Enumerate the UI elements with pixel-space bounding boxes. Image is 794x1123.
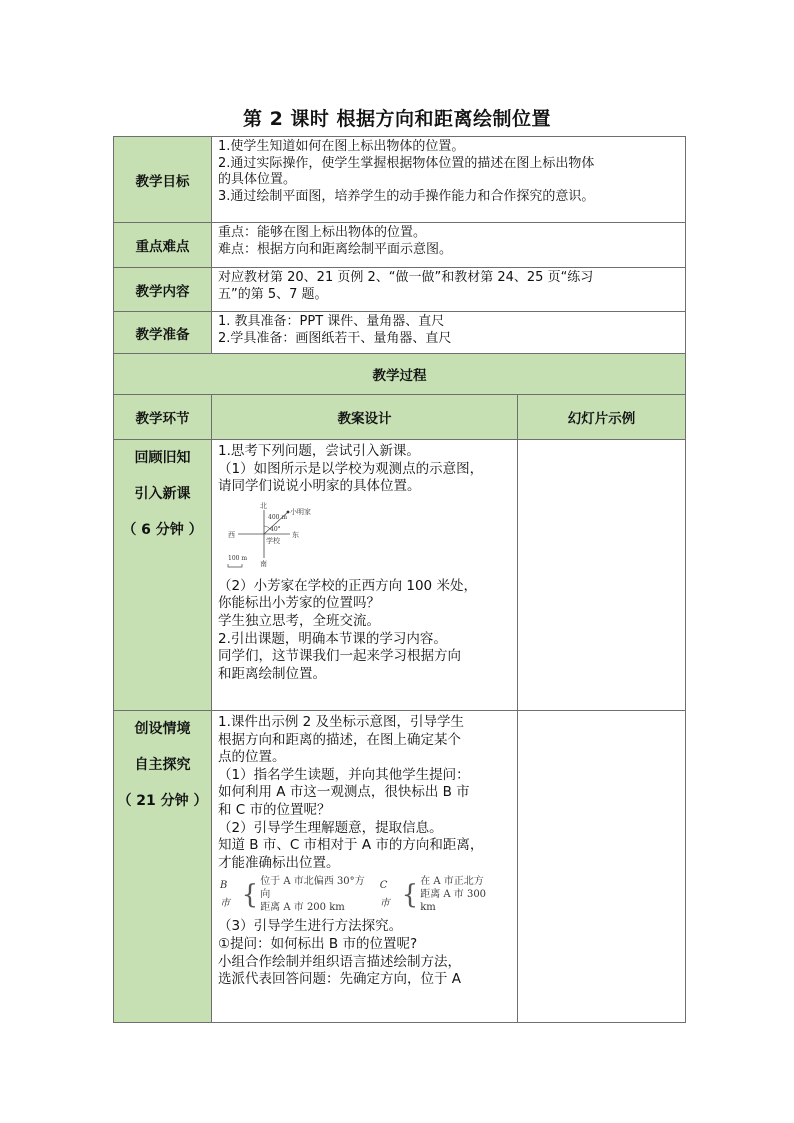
section-review-slides: [518, 440, 686, 711]
col-header-slides: 幻灯片示例: [518, 395, 686, 440]
design-line: （1）如图所示是以学校为观测点的示意图，: [218, 460, 484, 477]
b-city-line: 位于 A 市北偏西 30°方向: [260, 876, 365, 901]
distance-label: 400 m: [268, 513, 288, 521]
goal-line: 1.使学生知道如何在图上标出物体的位置。: [218, 139, 465, 154]
south-label: 南: [260, 559, 267, 568]
teaching-prep-text: [212, 312, 686, 354]
scale-bar: [228, 564, 242, 567]
key-points-label: 重点难点: [114, 223, 212, 268]
section-review-design: [212, 440, 518, 711]
section-label-line: 回顾旧知: [134, 450, 191, 466]
lesson-plan-table: [113, 136, 686, 1023]
design-line: 1.思考下列问题，尝试引入新课。: [218, 443, 420, 459]
design-line: 同学们，这节课我们一起来学习根据方向: [218, 648, 461, 665]
section-label-line: 引入新课: [134, 486, 191, 502]
design-line: 你能标出小芳家的位置吗？: [218, 595, 380, 612]
angle-label: 40°: [270, 525, 281, 533]
goal-line: 2.通过实际操作，使学生掌握根据物体位置的描述在图上标出物体: [218, 155, 595, 171]
row-teaching-prep: [114, 312, 686, 354]
teaching-goal-label: 教学目标: [114, 137, 212, 223]
west-label: 西: [228, 530, 235, 539]
design-line: （2）小芳家在学校的正西方向 100 米处，: [218, 577, 477, 594]
b-city-label: B 市: [220, 880, 230, 909]
goal-line: 3.通过绘制平面图，培养学生的动手操作能力和合作探究的意识。: [218, 188, 595, 204]
north-label: 北: [260, 501, 267, 510]
design-line: 2.引出课题，明确本节课的学习内容。: [218, 630, 447, 647]
content-line: 对应教材第 20、21 页例 2、“做一做”和教材第 24、25 页“练习: [218, 270, 594, 285]
design-line: 如何利用 A 市这一观测点，很快标出 B 市: [218, 784, 470, 801]
section-review-label: [114, 440, 212, 711]
design-line: ①提问：如何标出 B 市的位置呢?: [218, 935, 418, 952]
design-line: 选派代表回答问题：先确定方向，位于 A: [218, 971, 462, 988]
section-explore-design: [212, 711, 518, 1023]
row-key-points: [114, 223, 686, 268]
key-points-text: [212, 223, 686, 268]
design-line: 学生独立思考，全班交流。: [218, 612, 380, 629]
c-city-line: 距离 A 市 300 km: [420, 889, 487, 914]
design-line: 根据方向和距离的描述，在图上确定某个: [218, 731, 461, 748]
row-column-headers: [114, 395, 686, 440]
prep-line: 2.学具准备：画图纸若干、量角器、直尺: [218, 330, 452, 346]
teaching-goal-text: [212, 137, 686, 223]
design-line: 知道 B 市、C 市相对于 A 市的方向和距离，: [218, 837, 484, 854]
brace-icon: {: [401, 879, 419, 910]
page-title: 第 2 课时 根据方向和距离绘制位置: [242, 108, 552, 130]
c-city-line: 在 A 市正北方: [420, 876, 484, 888]
row-section-review: [114, 440, 686, 711]
design-line: （1）指名学生读题，并向其他学生提问：: [218, 766, 470, 783]
school-label: 学校: [266, 536, 280, 545]
row-section-explore: [114, 711, 686, 1023]
goal-line: 的具体位置。: [218, 172, 297, 187]
scale-label: 100 m: [228, 554, 248, 562]
home-label: 小明家: [290, 507, 311, 516]
col-header-design: 教案设计: [212, 395, 518, 440]
section-label-line: 自主探究: [134, 757, 191, 773]
b-city-info: [220, 875, 370, 914]
row-process-header: [114, 354, 686, 395]
design-line: 和距离绘制位置。: [218, 665, 326, 682]
key-line: 重点：能够在图上标出物体的位置。: [218, 225, 427, 240]
section-explore-slides: [518, 711, 686, 1023]
prep-line: 1. 教具准备：PPT 课件、量角器、直尺: [218, 314, 445, 329]
b-city-line: 距离 A 市 200 km: [260, 902, 345, 914]
section-label-line: （ 6 分钟 ）: [122, 522, 203, 538]
home-point: [287, 510, 290, 513]
c-city-info: [380, 875, 501, 914]
key-line: 难点：根据方向和距离绘制平面示意图。: [218, 241, 453, 257]
section-explore-label: [114, 711, 212, 1023]
process-header: 教学过程: [114, 354, 686, 395]
c-city-label: C 市: [379, 880, 390, 909]
teaching-prep-label: 教学准备: [114, 312, 212, 354]
design-line: 1.课件出示例 2 及坐标示意图，引导学生: [218, 714, 465, 730]
teaching-content-text: [212, 268, 686, 312]
design-line: 才能准确标出位置。: [218, 854, 340, 871]
row-teaching-content: [114, 268, 686, 312]
design-line: （3）引导学生进行方法探究。: [218, 918, 403, 935]
content-line: 五”的第 5、7 题。: [218, 286, 328, 302]
location-diagram: [226, 502, 326, 574]
city-info-figure: [220, 875, 511, 914]
design-line: （2）引导学生理解题意，提取信息。: [218, 819, 443, 836]
east-label: 东: [292, 530, 299, 539]
row-teaching-goal: [114, 137, 686, 223]
design-line: 请同学们说说小明家的具体位置。: [218, 478, 421, 495]
design-line: 和 C 市的位置呢？: [218, 801, 331, 818]
design-line: 小组合作绘制并组织语言描述绘制方法，: [218, 953, 461, 970]
section-label-line: （ 21 分钟 ）: [117, 793, 208, 809]
section-label-line: 创设情境: [134, 721, 191, 737]
brace-icon: {: [241, 879, 259, 910]
design-line: 点的位置。: [218, 749, 286, 766]
col-header-stage: 教学环节: [114, 395, 212, 440]
teaching-content-label: 教学内容: [114, 268, 212, 312]
